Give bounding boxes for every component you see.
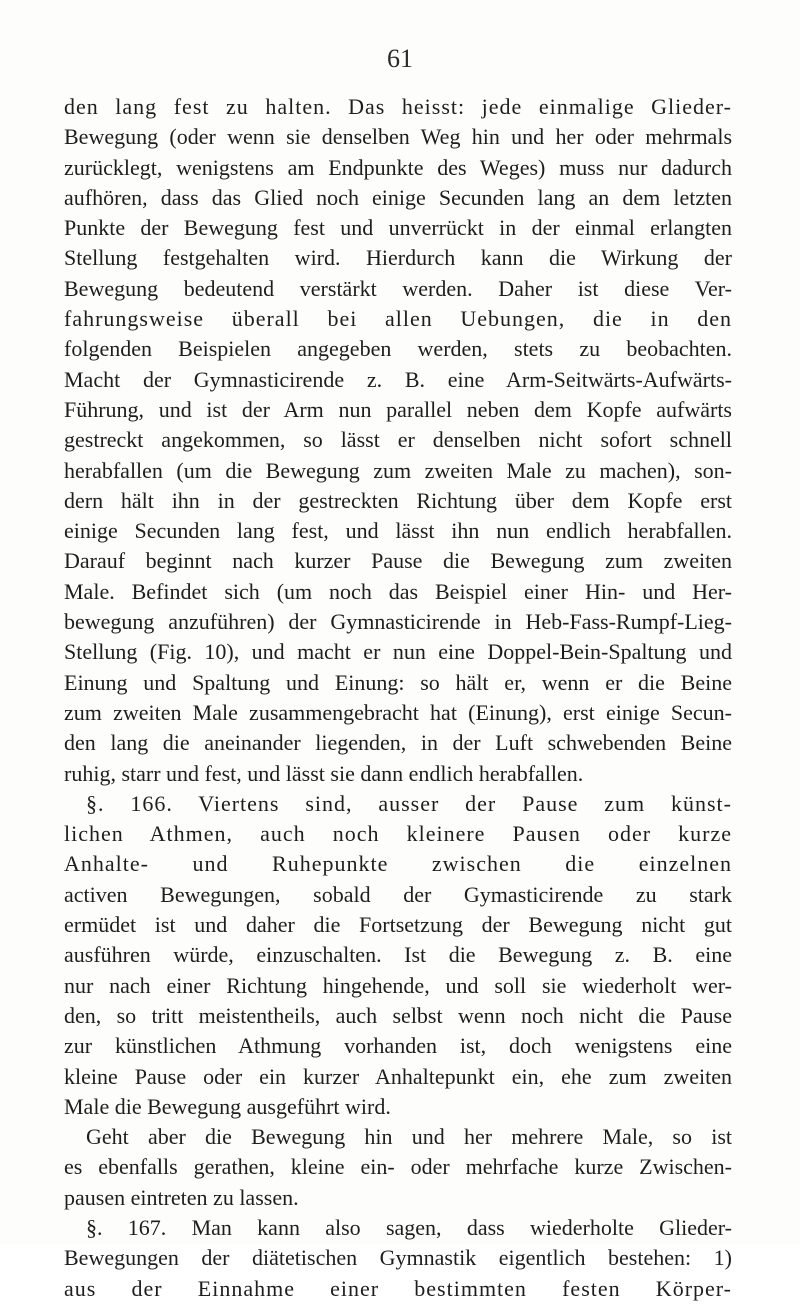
text-line: den lang fest zu halten. Das heisst: jede einmalige Glieder- bbox=[64, 94, 732, 119]
text-line: Darauf beginnt nach kurzer Pause die Bewegung zum zweiten bbox=[64, 548, 732, 574]
text-line: ruhig, starr und fest, und lässt sie dann endlich herabfallen. bbox=[64, 760, 584, 786]
body-text bbox=[64, 92, 732, 1304]
text-line: ausführen würde, einzuschalten. Ist die Bewegung z. B. eine bbox=[64, 942, 732, 968]
text-line: folgenden Beispielen angegeben werden, stets zu beobachten. bbox=[64, 336, 732, 362]
text-line: zum zweiten Male zusammengebracht hat (Einung), erst einige Secun- bbox=[64, 699, 732, 725]
page-number: 61 bbox=[387, 44, 413, 73]
text-line: aus der Einnahme einer bestimmten festen Körper- bbox=[64, 1275, 732, 1301]
text-line: bewegung anzuführen) der Gymnasticirende in Heb-Fass-Rumpf-Lieg- bbox=[64, 609, 732, 635]
text-line: zur künstlichen Athmung vorhanden ist, doch wenigstens eine bbox=[64, 1033, 732, 1059]
text-line: es ebenfalls gerathen, kleine ein- oder mehrfache kurze Zwischen- bbox=[64, 1154, 732, 1180]
text-line: lichen Athmen, auch noch kleinere Pausen oder kurze bbox=[64, 821, 732, 847]
text-line: Macht der Gymnasticirende z. B. eine Arm-Seitwärts-Aufwärts- bbox=[64, 366, 732, 392]
text-line: einige Secunden lang fest, und lässt ihn nun endlich herabfallen. bbox=[64, 518, 732, 544]
text-line: pausen eintreten zu lassen. bbox=[64, 1184, 299, 1210]
section-heading-166: §. 166. Viertens sind, ausser der Pause zum künst- bbox=[86, 790, 732, 816]
text-line: kleine Pause oder ein kurzer Anhaltepunkt ein, ehe zum zweiten bbox=[64, 1063, 732, 1089]
text-line: Punkte der Bewegung fest und unverrückt in der einmal erlangten bbox=[64, 215, 732, 241]
text-line: Anhalte- und Ruhepunkte zwischen die einzelnen bbox=[64, 851, 732, 877]
text-line: Bewegung bedeutend verstärkt werden. Daher ist diese Ver- bbox=[64, 275, 732, 301]
section-heading-167: §. 167. Man kann also sagen, dass wiederholte Glieder- bbox=[86, 1214, 732, 1240]
text-line: fahrungsweise überall bei allen Uebungen, die in den bbox=[64, 306, 732, 332]
text-line: Bewegung (oder wenn sie denselben Weg hin und her oder mehrmals bbox=[64, 124, 732, 150]
text-line: nur nach einer Richtung hingehende, und soll sie wiederholt wer- bbox=[64, 972, 732, 998]
text-line: gestreckt angekommen, so lässt er denselben nicht sofort schnell bbox=[64, 427, 732, 453]
text-line: Einung und Spaltung und Einung: so hält er, wenn er die Beine bbox=[64, 669, 732, 695]
text-line: aufhören, dass das Glied noch einige Secunden lang an dem letzten bbox=[64, 184, 732, 210]
text-line: Male die Bewegung ausgeführt wird. bbox=[64, 1093, 391, 1119]
text-line: Stellung (Fig. 10), und macht er nun eine Doppel-Bein-Spaltung und bbox=[64, 639, 732, 665]
text-line: dern hält ihn in der gestreckten Richtung über dem Kopfe erst bbox=[64, 487, 732, 513]
text-line: Geht aber die Bewegung hin und her mehrere Male, so ist bbox=[86, 1124, 732, 1150]
text-line: Führung, und ist der Arm nun parallel neben dem Kopfe aufwärts bbox=[64, 396, 732, 422]
text-line: Stellung festgehalten wird. Hierdurch kann die Wirkung der bbox=[64, 245, 732, 271]
text-line: zurücklegt, wenigstens am Endpunkte des Weges) muss nur dadurch bbox=[64, 154, 732, 180]
text-line: Male. Befindet sich (um noch das Beispiel einer Hin- und Her- bbox=[64, 578, 732, 604]
text-line: den, so tritt meistentheils, auch selbst wenn noch nicht die Pause bbox=[64, 1002, 732, 1028]
text-line: den lang die aneinander liegenden, in der Luft schwebenden Beine bbox=[64, 730, 732, 756]
text-line: ermüdet ist und daher die Fortsetzung der Bewegung nicht gut bbox=[64, 912, 732, 938]
text-line: activen Bewegungen, sobald der Gymasticirende zu stark bbox=[64, 881, 732, 907]
text-line: herabfallen (um die Bewegung zum zweiten Male zu machen), son- bbox=[64, 457, 732, 483]
text-line: Bewegungen der diätetischen Gymnastik eigentlich bestehen: 1) bbox=[64, 1245, 732, 1271]
